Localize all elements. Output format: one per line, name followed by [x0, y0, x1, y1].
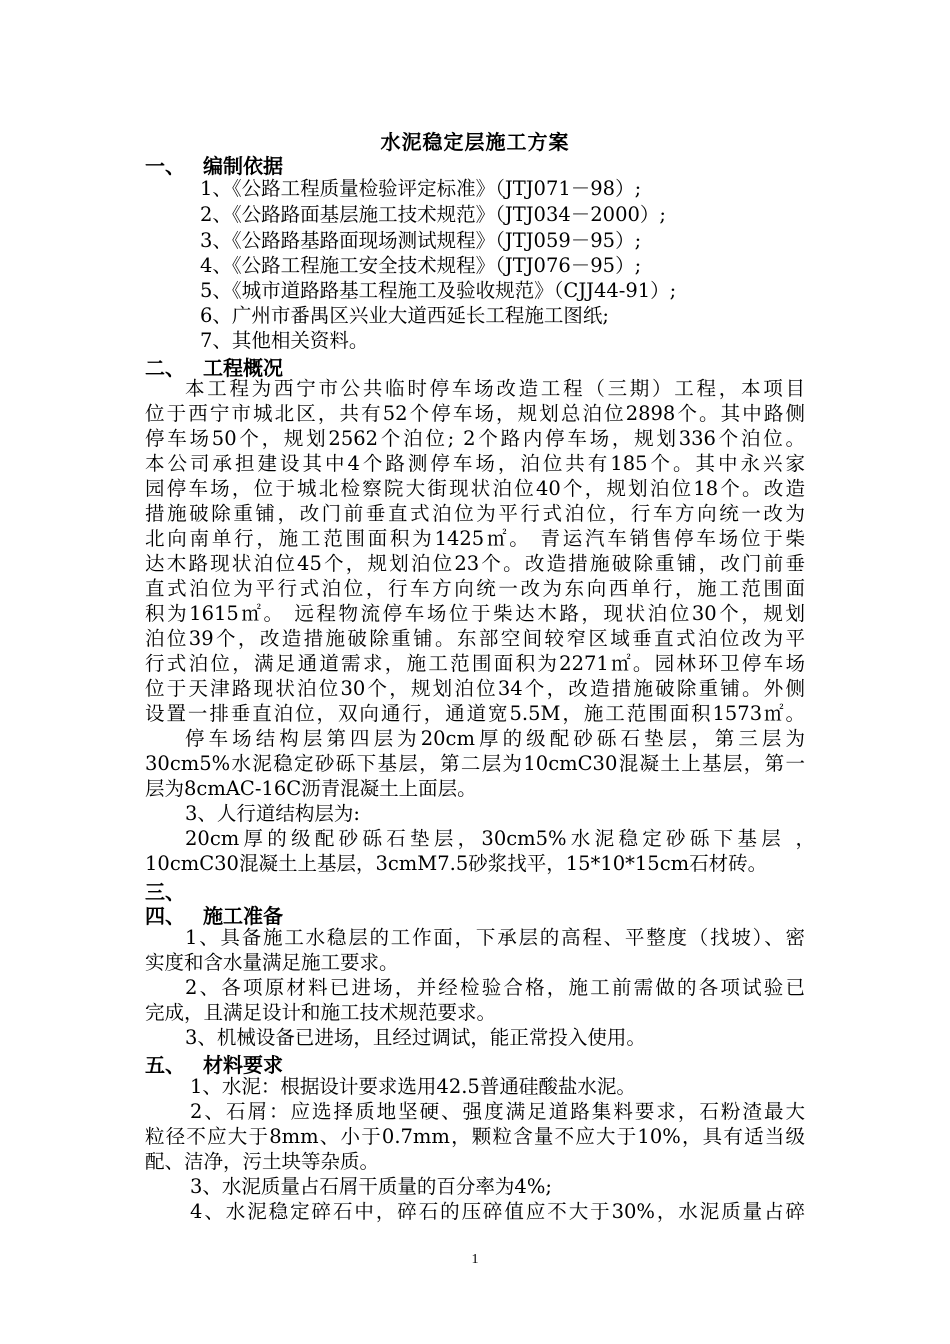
section-number: 二、 — [145, 356, 185, 380]
material-line: 3、水泥质量占石屑干质量的百分率为4%; — [190, 1175, 552, 1198]
basis-item: 7、其他相关资料。 — [200, 329, 369, 352]
section-number: 五、 — [145, 1053, 185, 1077]
material-line: 配、洁净，污土块等杂质。 — [145, 1150, 380, 1173]
section-number: 四、 — [145, 904, 185, 928]
overview-line: 北向南单行，施工范围面积为1425㎡。 青运汽车销售停车场位于柴 — [145, 527, 805, 550]
prep-line: 实度和含水量满足施工要求。 — [145, 951, 399, 974]
document-title: 水泥稳定层施工方案 — [380, 130, 570, 154]
overview-line: 措施破除重铺，改门前垂直式泊位为平行式泊位，行车方向统一改为 — [145, 502, 805, 525]
overview-line: 30cm5%水泥稳定砂砾下基层，第二层为10cmC30混凝土上基层，第一 — [145, 752, 805, 775]
prep-line: 完成，且满足设计和施工技术规范要求。 — [145, 1001, 497, 1024]
basis-item: 1、《公路工程质量检验评定标准》（JTJ071－98）; — [200, 177, 642, 200]
section-heading-1 — [145, 150, 283, 179]
material-line: 1、水泥：根据设计要求选用42.5普通硅酸盐水泥。 — [190, 1075, 636, 1098]
prep-line: 1、具备施工水稳层的工作面，下承层的高程、平整度（找坡）、密 — [185, 926, 805, 949]
overview-line: 园停车场，位于城北检察院大街现状泊位40个，规划泊位18个。改造 — [145, 477, 805, 500]
section-title: 施工准备 — [203, 904, 283, 928]
overview-line: 停车场结构层第四层为20cm厚的级配砂砾石垫层，第三层为 — [185, 727, 805, 750]
section-number: 三、 — [145, 880, 185, 904]
material-line: 2、石屑：应选择质地坚硬、强度满足道路集料要求，石粉渣最大 — [190, 1100, 805, 1123]
overview-line: 3、人行道结构层为: — [185, 802, 360, 825]
overview-line: 层为8cmAC-16C沥青混凝土上面层。 — [145, 777, 477, 800]
page-number: 1 — [471, 1252, 479, 1267]
section-title: 编制依据 — [203, 154, 283, 178]
overview-line: 本工程为西宁市公共临时停车场改造工程（三期）工程，本项目 — [185, 377, 805, 400]
overview-line: 10cmC30混凝土上基层，3cmM7.5砂浆找平，15*10*15cm石材砖。 — [145, 852, 768, 875]
overview-line: 20cm厚的级配砂砾石垫层，30cm5%水泥稳定砂砾下基层 ， — [185, 827, 815, 850]
overview-line: 设置一排垂直泊位，双向通行，通道宽5.5M，施工范围面积1573㎡。 — [145, 702, 805, 725]
basis-item: 2、《公路路面基层施工技术规范》（JTJ034－2000）; — [200, 203, 666, 226]
material-line: 粒径不应大于8mm、小于0.7mm，颗粒含量不应大于10%，具有适当级 — [145, 1125, 805, 1148]
material-line: 4、水泥稳定碎石中，碎石的压碎值应不大于30%，水泥质量占碎 — [190, 1200, 805, 1223]
prep-line: 2、各项原材料已进场，并经检验合格，施工前需做的各项试验已 — [185, 976, 805, 999]
basis-item: 3、《公路路基路面现场测试规程》（JTJ059－95）; — [200, 229, 642, 252]
section-number: 一、 — [145, 154, 185, 178]
section-heading-4 — [145, 900, 283, 929]
overview-line: 本公司承担建设其中4个路测停车场，泊位共有185个。其中永兴家 — [145, 452, 805, 475]
overview-line: 直式泊位为平行式泊位，行车方向统一改为东向西单行，施工范围面 — [145, 577, 805, 600]
prep-line: 3、机械设备已进场，且经过调试，能正常投入使用。 — [185, 1026, 646, 1049]
overview-line: 积为1615㎡。 远程物流停车场位于柴达木路，现状泊位30个，规划 — [145, 602, 805, 625]
overview-line: 停车场50个，规划2562个泊位; 2个路内停车场，规划336个泊位。 — [145, 427, 805, 450]
overview-line: 位于西宁市城北区，共有52个停车场，规划总泊位2898个。其中路侧 — [145, 402, 805, 425]
basis-item: 5、《城市道路路基工程施工及验收规范》（CJJ44-91）; — [200, 279, 677, 302]
overview-line: 位于天津路现状泊位30个，规划泊位34个，改造措施破除重铺。外侧 — [145, 677, 805, 700]
basis-item: 4、《公路工程施工安全技术规程》（JTJ076－95）; — [200, 254, 642, 277]
overview-line: 行式泊位，满足通道需求，施工范围面积为2271㎡。园林环卫停车场 — [145, 652, 805, 675]
section-title: 材料要求 — [203, 1053, 283, 1077]
section-title: 工程概况 — [203, 356, 283, 380]
basis-item: 6、广州市番禺区兴业大道西延长工程施工图纸; — [200, 304, 609, 327]
overview-line: 泊位39个，改造措施破除重铺。东部空间较窄区域垂直式泊位改为平 — [145, 627, 805, 650]
section-heading-5 — [145, 1049, 283, 1078]
overview-line: 达木路现状泊位45个，规划泊位23个。改造措施破除重铺，改门前垂 — [145, 552, 805, 575]
